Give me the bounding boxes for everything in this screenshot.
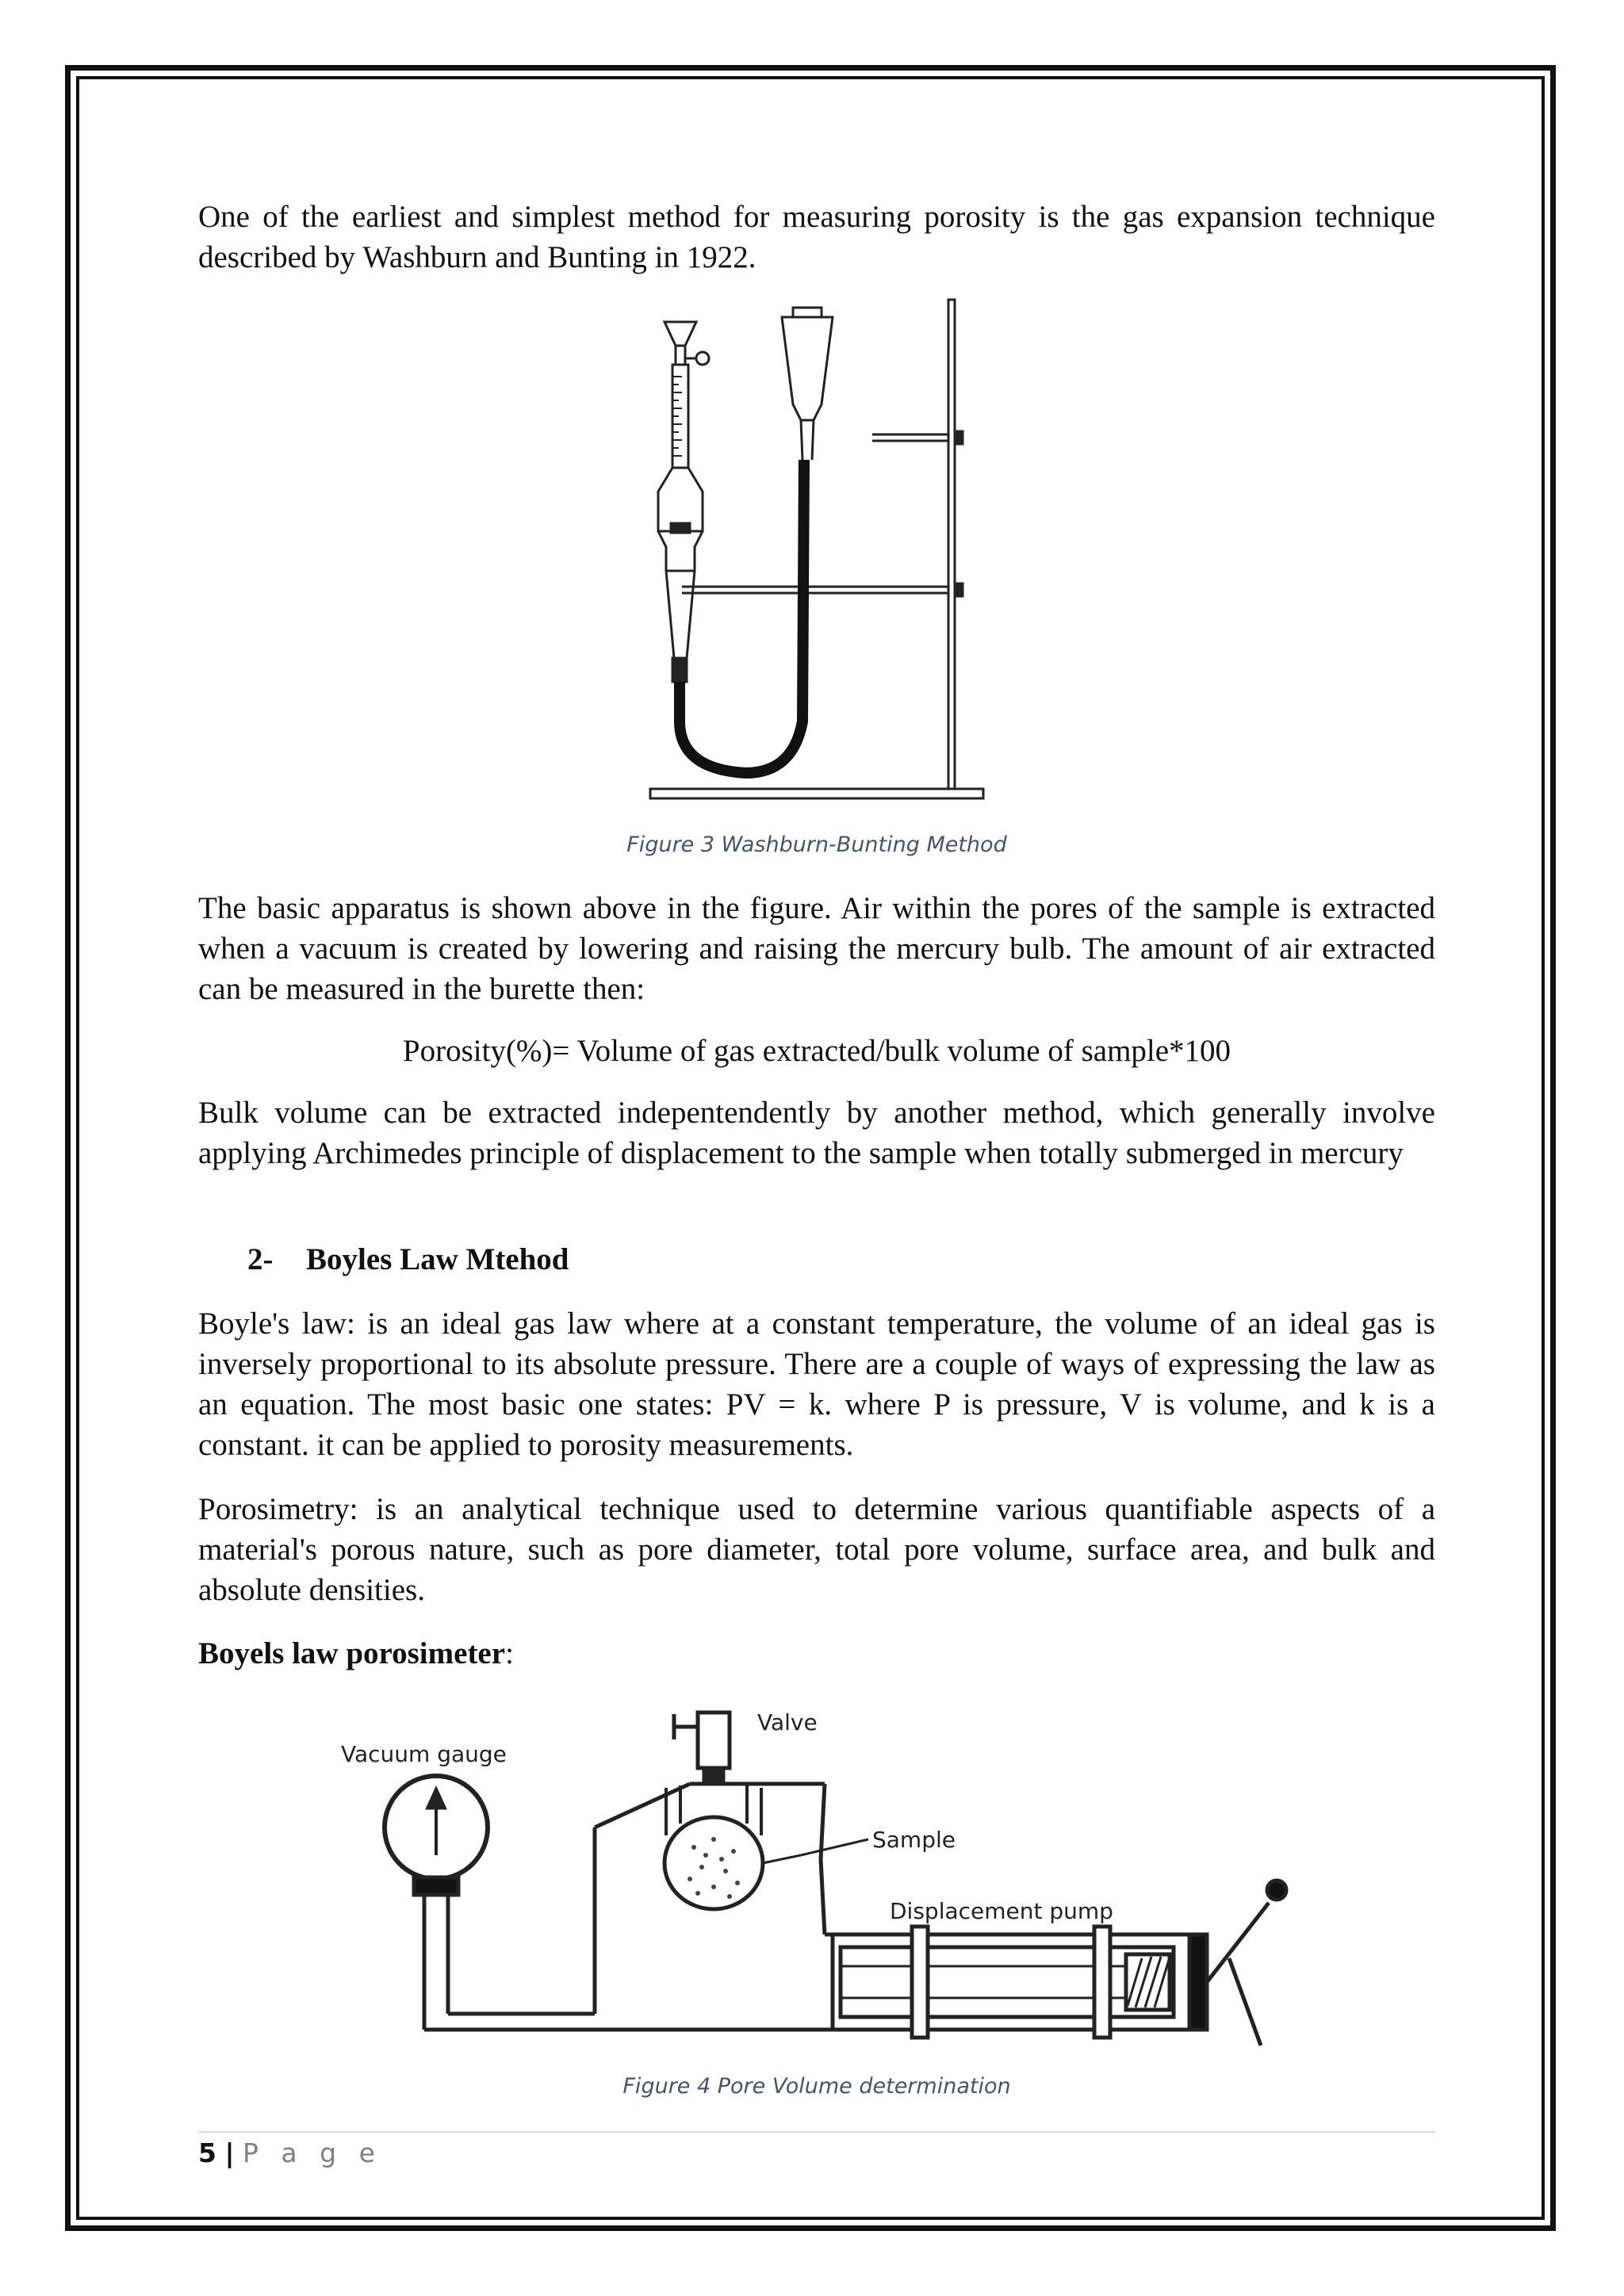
section-heading	[247, 1242, 569, 1277]
footer-rule	[198, 2131, 1435, 2133]
porosity-formula: Porosity(%)= Volume of gas extracted/bulk volume of sample*100	[402, 1034, 1231, 1068]
section-number: 2-	[247, 1242, 274, 1276]
porosimeter-subheading	[198, 1633, 1435, 1674]
figure-3-caption: Figure 3 Washburn-Bunting Method	[626, 832, 1007, 857]
vacuum-gauge-label: Vacuum gauge	[341, 1741, 507, 1767]
washburn-bunting-figure	[634, 293, 999, 809]
page-footer	[198, 2137, 382, 2168]
sample-label: Sample	[872, 1827, 956, 1853]
intro-paragraph: One of the earliest and simplest method for measuring porosity is the gas expansion technique described by Washburn and Bunting in 1922.	[198, 200, 1435, 274]
bulk-volume-paragraph: Bulk volume can be extracted indepentendently by another method, which generally involve applying Archimedes principle of displacement to the sample when totally submerged in mercury	[198, 1096, 1435, 1170]
apparatus-paragraph: The basic apparatus is shown above in the figure. Air within the pores of the sample is extracted when a vacuum is created by lowering and raising the mercury bulb. The amount of air extracted can be measured in the burette then:	[198, 891, 1435, 1006]
porosimeter-subheading-bold: Boyels law porosimeter	[198, 1636, 506, 1670]
porosimeter-figure	[325, 1697, 1316, 2061]
boyles-law-paragraph: Boyle's law: is an ideal gas law where at a constant temperature, the volume of an ideal gas is inversely proportional to its absolute pressure. There are a couple of ways of expressing the law as an equation. The most basic one states: PV = k. where P is pressure, V is volume, and k is a constant. it can be applied to porosity measurements.	[198, 1307, 1435, 1462]
porosimetry-paragraph: Porosimetry: is an analytical technique used to determine various quantifiable aspects of a material's porous nature, such as pore diameter, total pore volume, surface area, and bulk and absolute densities.	[198, 1492, 1435, 1607]
section-title: Boyles Law Mtehod	[306, 1242, 569, 1276]
page-number: 5	[198, 2137, 216, 2168]
porosimeter-subheading-colon: :	[505, 1636, 514, 1670]
valve-label: Valve	[757, 1709, 818, 1735]
figure-4-caption: Figure 4 Pore Volume determination	[622, 2074, 1011, 2099]
displacement-pump-label: Displacement pump	[890, 1898, 1113, 1924]
footer-separator: |	[224, 2137, 235, 2168]
page-word: P a g e	[243, 2137, 382, 2168]
